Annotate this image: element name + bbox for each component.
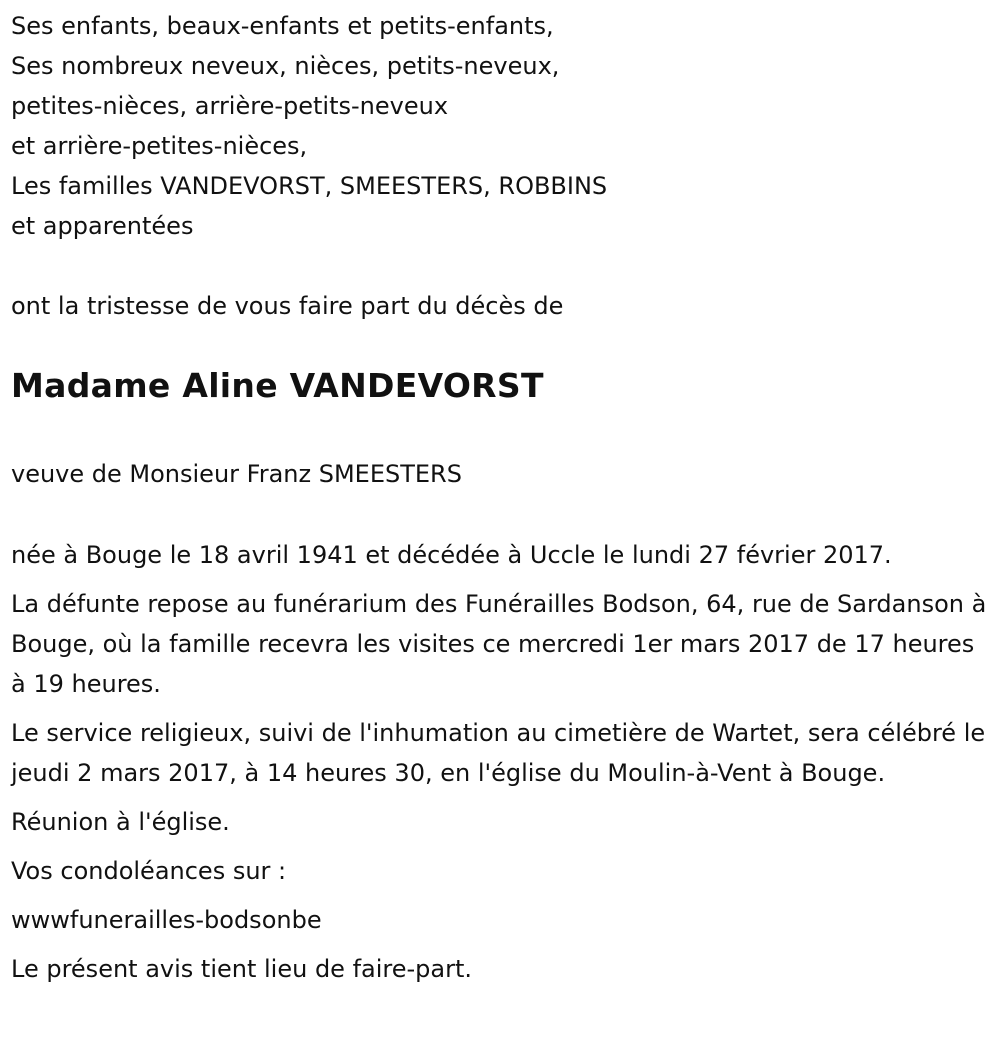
meeting-info: Réunion à l'église. [11, 808, 230, 836]
website-link[interactable]: wwwfunerailles-bodsonbe [11, 906, 322, 934]
family-list [11, 0, 991, 246]
family-line: Les familles VANDEVORST, SMEESTERS, ROBBINS [11, 172, 608, 200]
obituary-notice [11, 0, 991, 983]
visitation-info: La défunte repose au funérarium des Funérailles Bodson, 64, rue de Sardanson à Bouge, où la famille recevra les visites ce mercredi 1er mars 2017 de 17 heures à 19 heures. [11, 590, 987, 698]
family-line: Ses enfants, beaux-enfants et petits-enfants, [11, 12, 554, 40]
birth-death-dates: née à Bouge le 18 avril 1941 et décédée à Uccle le lundi 27 février 2017. [11, 541, 892, 569]
family-line: Ses nombreux neveux, nièces, petits-neveux, [11, 52, 560, 80]
family-line: petites-nièces, arrière-petits-neveux [11, 92, 449, 120]
condolences-label: Vos condoléances sur : [11, 857, 287, 885]
notice-body [11, 535, 991, 998]
closing-note: Le présent avis tient lieu de faire-part. [11, 955, 473, 983]
family-line: et apparentées [11, 212, 194, 240]
deceased-name: Madame Aline VANDEVORST [11, 366, 544, 405]
widow-of: veuve de Monsieur Franz SMEESTERS [11, 460, 462, 488]
announcement-intro: ont la tristesse de vous faire part du décès de [11, 292, 564, 320]
family-line: et arrière-petites-nièces, [11, 132, 308, 160]
service-info: Le service religieux, suivi de l'inhumation au cimetière de Wartet, sera célébré le jeudi 2 mars 2017, à 14 heures 30, en l'église du Moulin-à-Vent à Bouge. [11, 719, 986, 787]
